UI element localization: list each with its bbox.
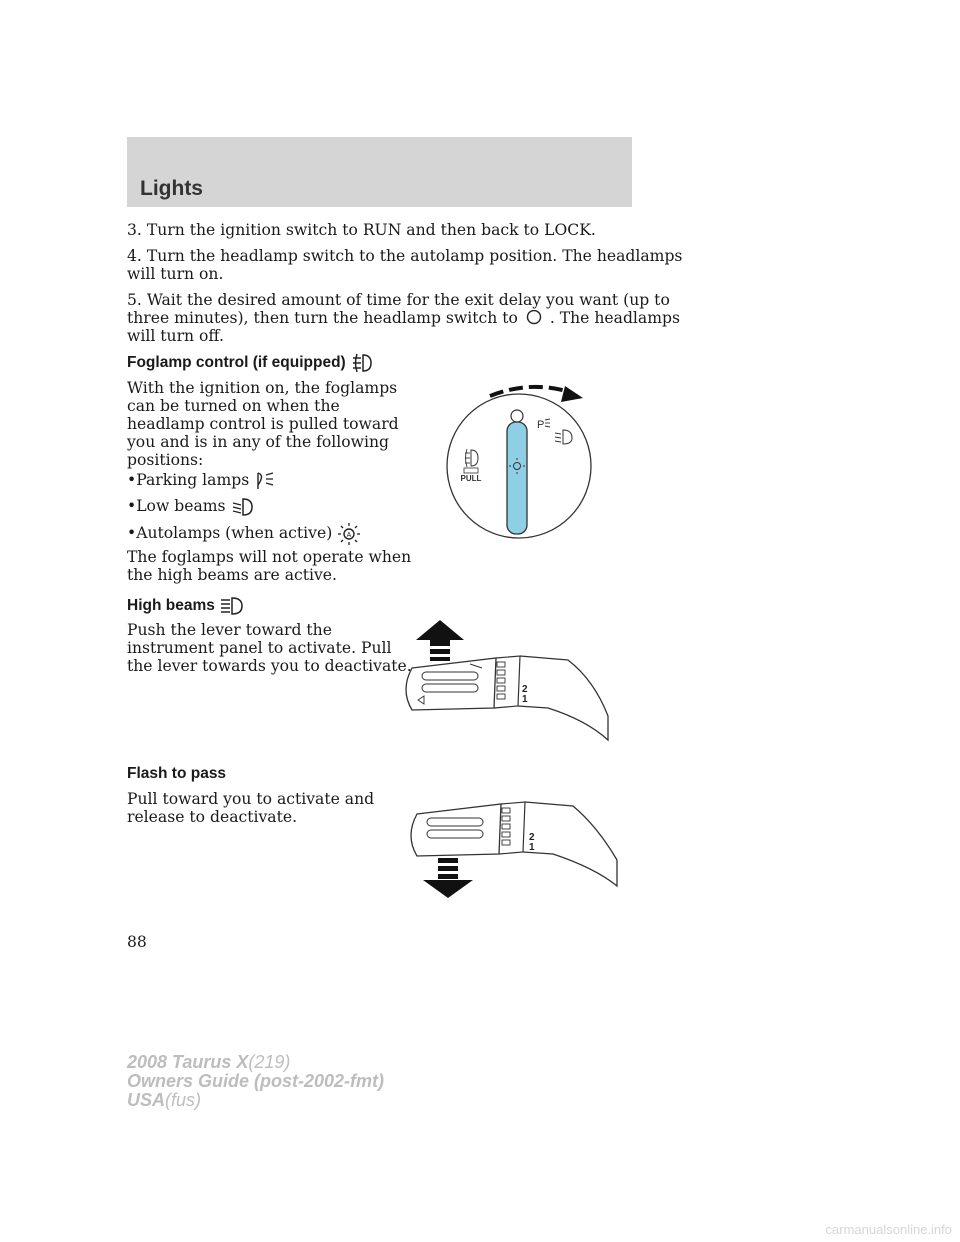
foglamp-heading [127,353,374,373]
step-5-line2b: . The headlamps [549,309,680,327]
svg-text:P: P [537,419,545,431]
speed-label-1: 1 [522,694,528,705]
low-beams-icon [231,497,255,517]
step-5-line2a: three minutes), then turn the headlamp switch to [127,309,518,327]
foglamp-p5: positions: [127,451,204,469]
high-beams-heading-text: High beams [127,597,215,615]
high-beams-heading [127,596,245,616]
footer-line2: Owners Guide (post-2002-fmt) [127,1071,385,1091]
foglamp-heading-text: Foglamp control (if equipped) [127,354,346,372]
footer-line1: 2008 Taurus X(219) [127,1052,291,1072]
footer [127,1053,384,1110]
bullet-text: Parking lamps [136,471,250,489]
bullet-parking-lamps: •Parking lamps [127,471,276,491]
step-3: 3. Turn the ignition switch to RUN and then back to LOCK. [127,221,596,239]
foglamp-p3: headlamp control is pulled toward [127,415,399,433]
svg-text:A: A [346,532,352,539]
speed-label-1: 1 [529,842,535,853]
high-beams-p1: Push the lever toward the [127,621,332,639]
section-title: Lights [140,177,203,200]
foglamp-note2: the high beams are active. [127,566,337,584]
parking-lamps-icon [254,471,276,491]
bullet-low-beams: •Low beams [127,497,255,517]
high-beams-p3: the lever towards you to deactivate. [127,657,412,675]
section-header [127,137,632,207]
autolamp-icon [337,522,361,546]
high-beams-icon [219,596,245,616]
page-number: 88 [127,933,147,951]
flash-heading: Flash to pass [127,765,227,782]
step-4-line2: will turn on. [127,265,224,283]
high-beam-lever-illustration [398,620,618,745]
foglamp-p4: you and is in any of the following [127,433,390,451]
step-5-line3: will turn off. [127,327,224,345]
pull-label: PULL [460,474,482,483]
bullet-autolamps: •Autolamps (when active) A [127,522,361,546]
headlamp-off-icon [523,310,545,328]
foglamp-icon [350,353,374,373]
high-beams-p2: instrument panel to activate. Pull [127,639,392,657]
flash-p1: Pull toward you to activate and [127,790,375,808]
bullet-text: Low beams [136,497,226,515]
step-4-line1: 4. Turn the headlamp switch to the autolamp position. The headlamps [127,247,683,265]
flash-to-pass-lever-illustration [405,800,625,900]
footer-line3: USA(fus) [127,1090,202,1110]
headlamp-switch-illustration [445,378,605,543]
bullet-text: Autolamps (when active) [136,524,333,542]
speed-label-2: 2 [529,832,535,843]
flash-p2: release to deactivate. [127,808,298,826]
step-5-line2 [127,310,680,328]
foglamp-p1: With the ignition on, the foglamps [127,379,398,397]
foglamp-note1: The foglamps will not operate when [127,548,412,566]
step-5-line1: 5. Wait the desired amount of time for the exit delay you want (up to [127,291,670,309]
speed-label-2: 2 [522,684,528,695]
foglamp-p2: can be turned on when the [127,397,340,415]
watermark: carmanualsonline.info [825,1222,952,1237]
